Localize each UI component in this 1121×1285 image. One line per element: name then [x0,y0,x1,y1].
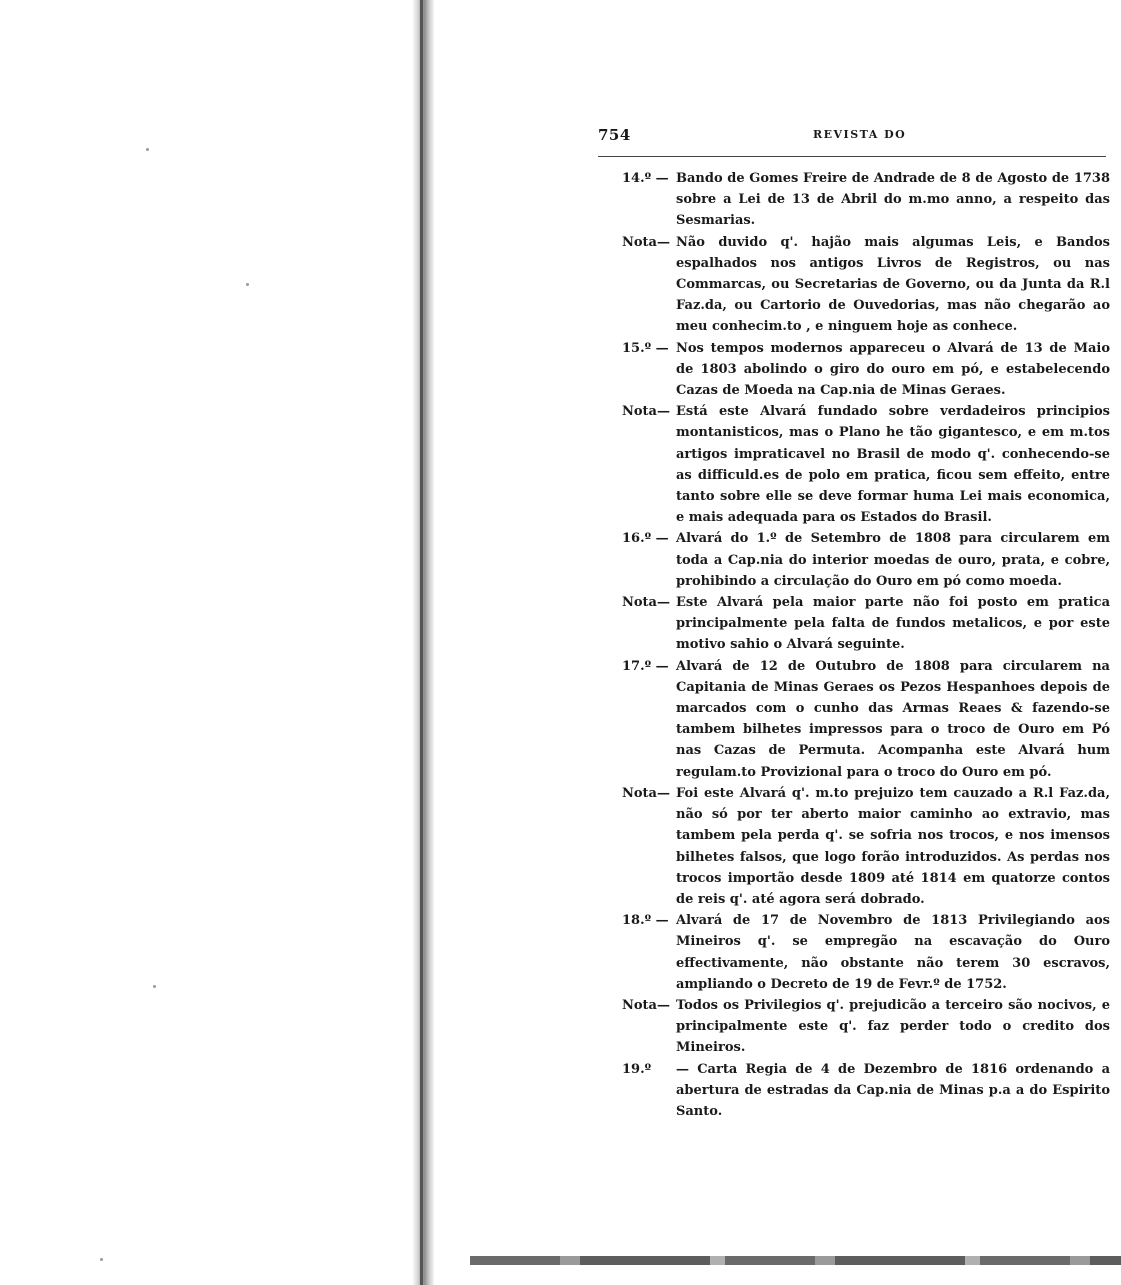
scan-speck [100,1258,103,1261]
entry-label: 16.º — [622,531,669,547]
page-header [598,126,1106,157]
entry-label: 14.º — [622,171,669,186]
document-entry [622,338,1110,402]
scan-speck [146,148,149,151]
entry-text: Foi este Alvará q'. m.to prejuizo tem cauzado a R.l Faz.da, não só por ter aberto maior caminho ao extravio, mas tambem pela perda q'. se sofria nos trocos, e nos imensos bilhetes falsos, que logo forão introduzidos. As perdas nos trocos importão desde 1809 até 1814 em quatorze contos de reis q'. até agora será dobrado. [676,785,1110,907]
running-head: REVISTA DO [813,128,907,141]
note-entry [622,592,1110,656]
entry-label: Nota— [622,785,670,801]
note-entry [622,401,1110,528]
entry-label: Nota— [622,595,670,611]
note-entry [622,995,1110,1059]
document-entry [622,528,1110,592]
entry-text: Bando de Gomes Freire de Andrade de 8 de Agosto de 1738 sobre a Lei de 13 de Abril do m.mo anno, a respeito das Sesmarias. [676,171,1110,229]
note-entry [622,783,1110,910]
entry-label: 18.º — [622,913,669,929]
entry-label: Nota— [622,997,670,1013]
scan-speck [153,985,156,988]
document-entry [622,910,1110,995]
entry-label: Nota— [622,404,670,420]
entry-text: Não duvido q'. hajão mais algumas Leis, e Bandos espalhados nos antigos Livros de Registros, ou nas Commarcas, ou Secretarias de Governo, ou da Junta da R.l Faz.da, ou Cartorio de Ouvedorias, mas não chegarão ao meu conhecim.to , e ninguem hoje as conhece. [676,234,1110,335]
entry-label: 17.º — [622,658,669,674]
page-bottom-edge [470,1256,1121,1265]
page-body [622,168,1110,1122]
document-entry [622,168,1110,232]
scan-speck [246,283,249,286]
entry-label: 15.º — [622,340,669,356]
entry-text: — Carta Regia de 4 de Dezembro de 1816 ordenando a abertura de estradas da Cap.nia de Minas p.a a do Espirito Santo. [676,1061,1110,1119]
note-entry [622,232,1110,338]
entry-text: Alvará do 1.º de Setembro de 1808 para circularem em toda a Cap.nia do interior moedas de ouro, prata, e cobre, prohibindo a circulação do Ouro em pó como moeda. [676,531,1110,589]
book-gutter [412,0,434,1285]
page-number: 754 [598,126,631,144]
entry-text: Alvará de 17 de Novembro de 1813 Privilegiando aos Mineiros q'. se empregão na escavação do Ouro effectivamente, não obstante não terem 30 escravos, ampliando o Decreto de 19 de Fevr.º de 1752. [676,913,1110,992]
document-entry [622,656,1110,783]
document-entry [622,1059,1110,1123]
entry-label: 19.º [622,1061,652,1077]
entry-text: Este Alvará pela maior parte não foi posto em pratica principalmente pela falta de fundos metalicos, e por este motivo sahio o Alvará seguinte. [676,595,1110,653]
entry-text: Alvará de 12 de Outubro de 1808 para circularem na Capitania de Minas Geraes os Pezos Hespanhoes depois de marcados com o cunho das Armas Reaes & fazendo-se tambem bilhetes impressos para o troco de Ouro em Pó nas Cazas de Permuta. Acompanha este Alvará hum regulam.to Provizional para o troco do Ouro em pó. [676,658,1110,780]
entry-text: Está este Alvará fundado sobre verdadeiros principios montanisticos, mas o Plano he tão gigantesco, e em m.tos artigos impraticavel no Brasil de modo q'. conhecendo-se as difficuld.es de polo em pratica, ficou sem effeito, entre tanto sobre elle se deve formar huma Lei mais economica, e mais adequada para os Estados do Brasil. [676,404,1110,526]
entry-label: Nota— [622,234,670,250]
entry-text: Todos os Privilegios q'. prejudicão a terceiro são nocivos, e principalmente este q'. faz perder todo o credito dos Mineiros. [676,997,1110,1056]
entry-text: Nos tempos modernos appareceu o Alvará de 13 de Maio de 1803 abolindo o giro do ouro em pó, e estabelecendo Cazas de Moeda na Cap.nia de Minas Geraes. [676,340,1110,399]
